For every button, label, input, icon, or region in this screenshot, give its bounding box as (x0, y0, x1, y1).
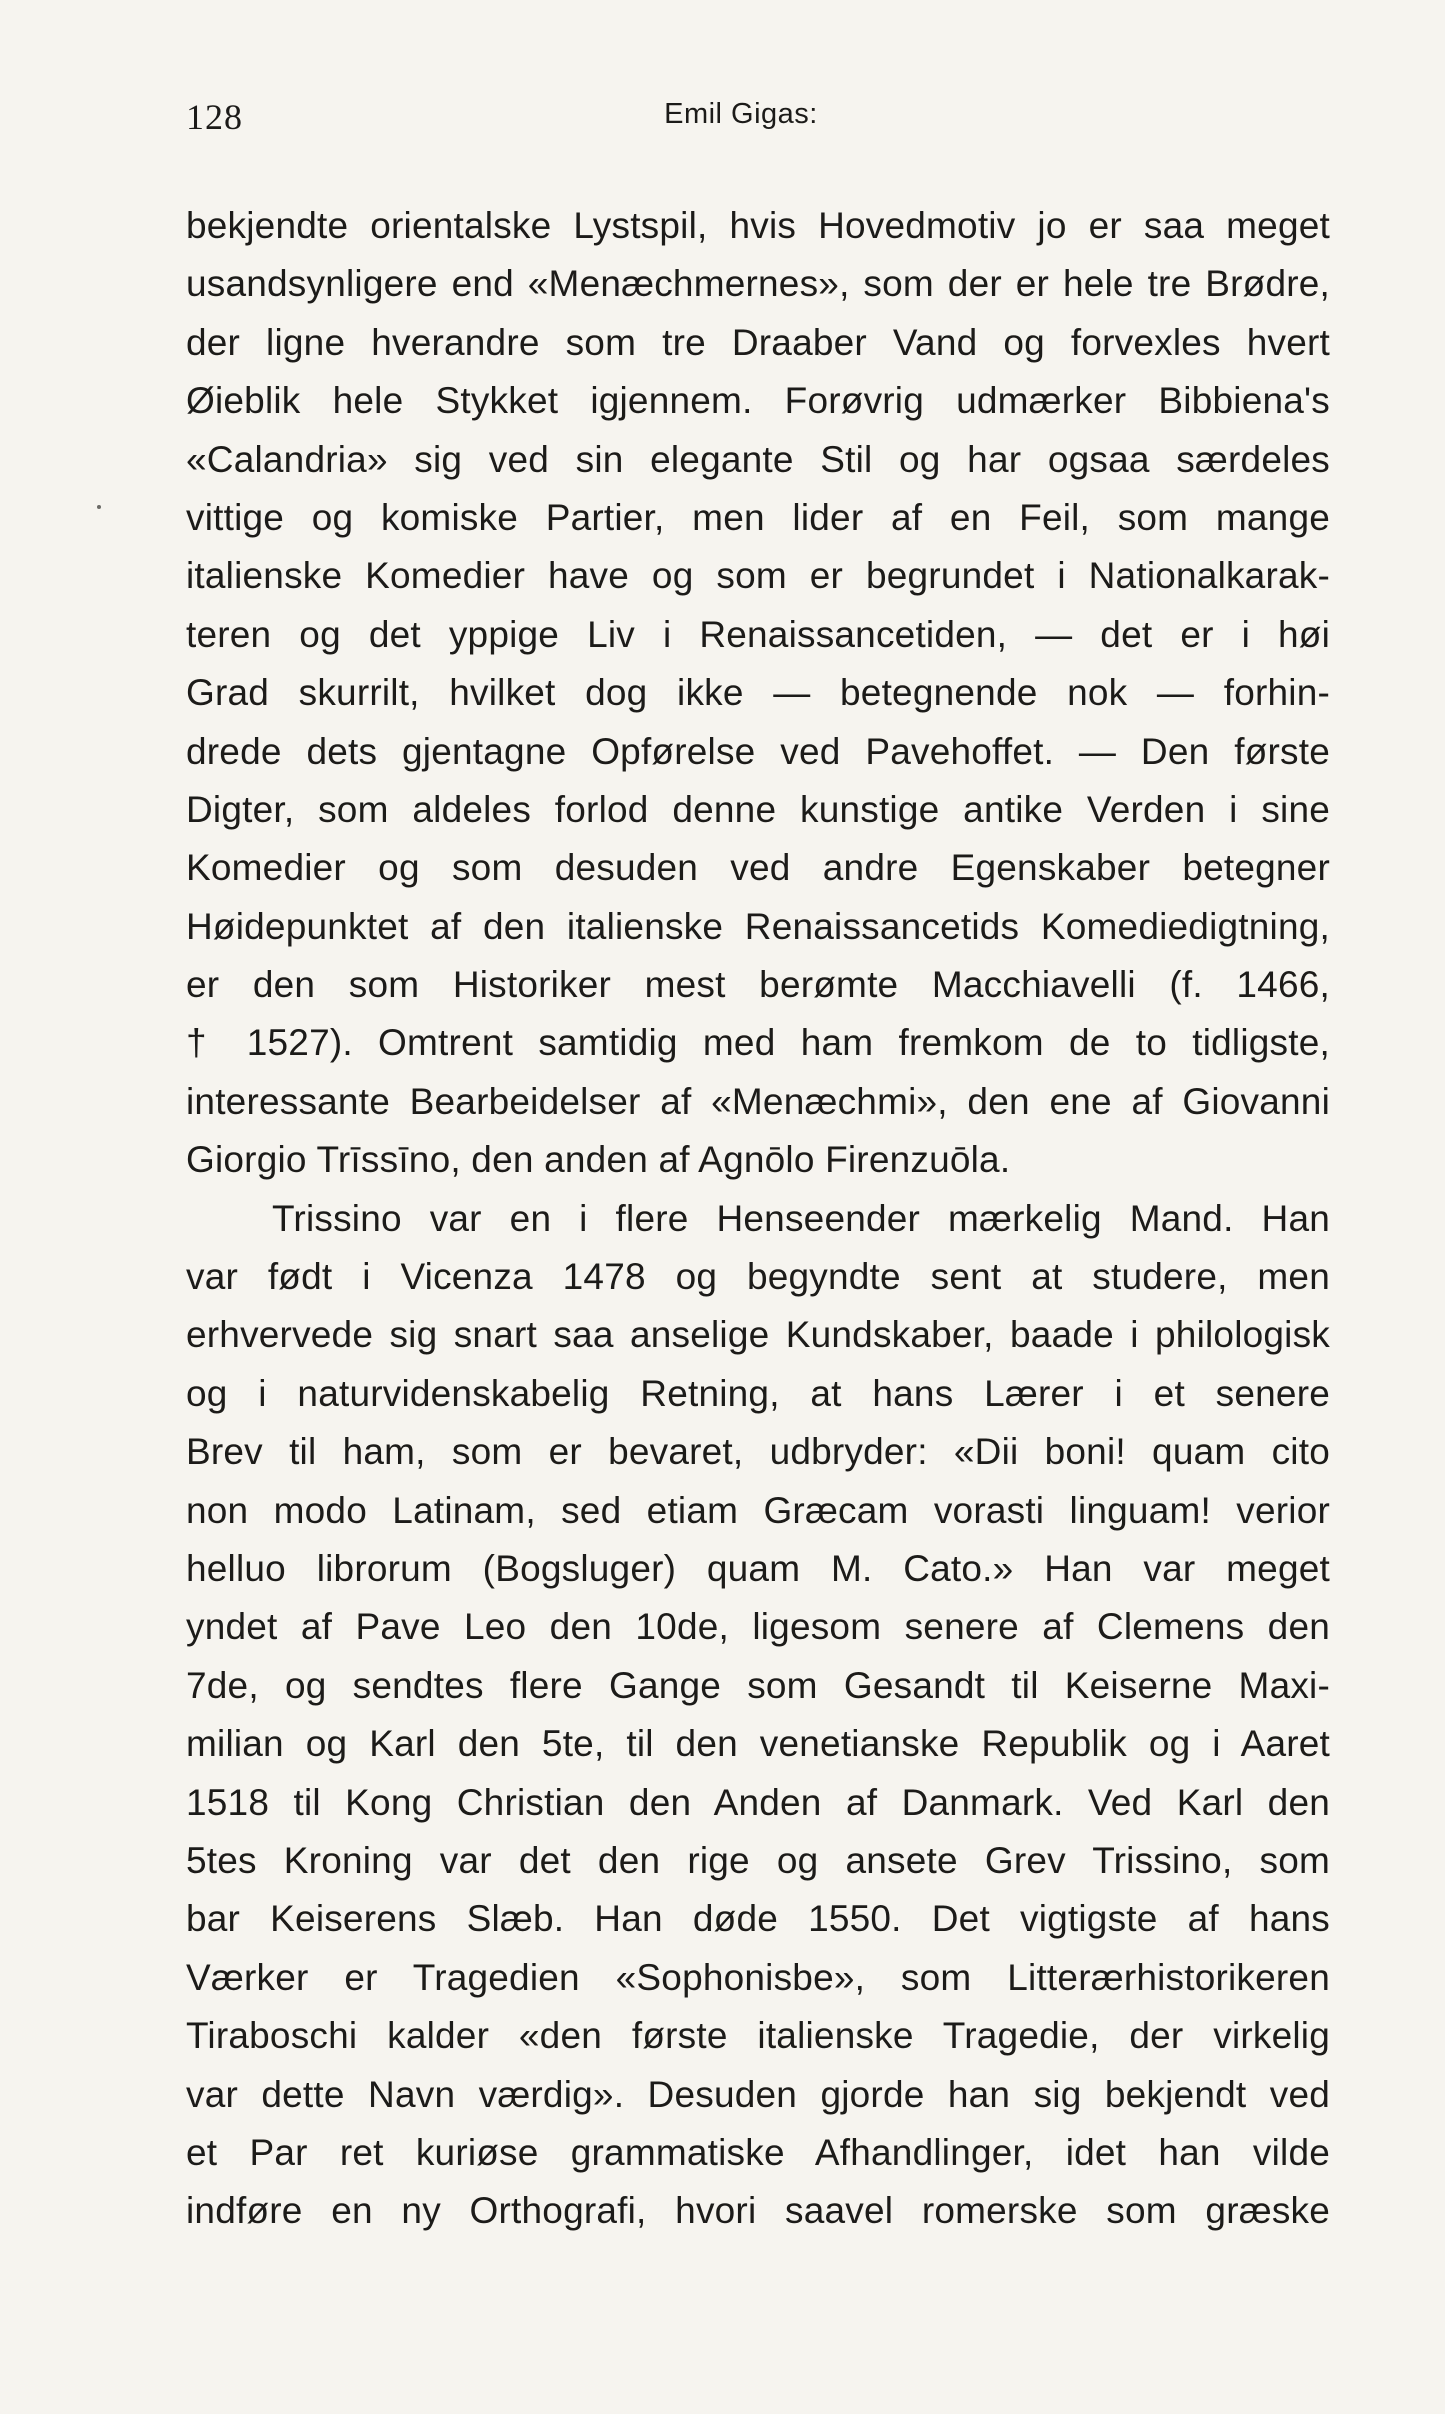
text-line: og i naturvidenskabelig Retning, at hans Lærer i et senere (186, 1372, 1330, 1414)
text-line: der ligne hverandre som tre Draaber Vand og forvexles hvert (186, 321, 1330, 363)
text-line: yndet af Pave Leo den 10de, ligesom senere af Clemens den (186, 1606, 1330, 1648)
page-header (186, 96, 1296, 146)
text-line: usandsynligere end «Menæchmernes», som der er hele tre Brødre, (186, 263, 1330, 305)
body-text (186, 197, 1330, 2241)
text-line: indføre en ny Orthografi, hvori saavel romerske som græske (186, 2190, 1330, 2232)
text-line: var født i Vicenza 1478 og begyndte sent at studere, men (186, 1256, 1330, 1298)
text-line: Giorgio Trīssīno, den anden af Agnōlo Firenzuōla. (186, 1139, 1011, 1181)
margin-mark (97, 505, 101, 509)
text-line: non modo Latinam, sed etiam Græcam vorasti linguam! verior (186, 1489, 1330, 1531)
text-line: interessante Bearbeidelser af «Menæchmi», den ene af Giovanni (186, 1080, 1330, 1122)
running-head: Emil Gigas: (664, 98, 818, 130)
text-line: Komedier og som desuden ved andre Egenskaber betegner (186, 847, 1330, 889)
text-line: Høidepunktet af den italienske Renaissancetids Komediedigtning, (186, 905, 1330, 947)
text-line: erhvervede sig snart saa anselige Kundskaber, baade i philologisk (186, 1314, 1330, 1356)
text-line: «Calandria» sig ved sin elegante Stil og har ogsaa særdeles (186, 438, 1330, 480)
text-line: Værker er Tragedien «Sophonisbe», som Litterærhistorikeren (186, 1956, 1330, 1998)
text-line: et Par ret kuriøse grammatiske Afhandlinger, idet han vilde (186, 2131, 1330, 2173)
text-line: helluo librorum (Bogsluger) quam M. Cato.» Han var meget (186, 1547, 1330, 1589)
text-line: er den som Historiker mest berømte Macchiavelli (f. 1466, (186, 964, 1330, 1006)
text-line: Trissino var en i flere Henseender mærkelig Mand. Han (272, 1197, 1330, 1239)
text-line: Grad skurrilt, hvilket dog ikke — betegnende nok — forhin- (186, 672, 1330, 714)
text-line: teren og det yppige Liv i Renaissancetiden, — det er i høi (186, 613, 1330, 655)
text-line: milian og Karl den 5te, til den venetianske Republik og i Aaret (186, 1723, 1330, 1765)
text-line: † 1527). Omtrent samtidig med ham fremkom de to tidligste, (186, 1022, 1330, 1064)
text-line: Brev til ham, som er bevaret, udbryder: «Dii boni! quam cito (186, 1431, 1330, 1473)
text-line: bekjendte orientalske Lystspil, hvis Hovedmotiv jo er saa meget (186, 205, 1330, 246)
text-line: var dette Navn værdig». Desuden gjorde han sig bekjendt ved (186, 2073, 1330, 2115)
page-number: 128 (186, 97, 243, 137)
text-line: 1518 til Kong Christian den Anden af Danmark. Ved Karl den (186, 1781, 1330, 1823)
text-line: drede dets gjentagne Opførelse ved Pavehoffet. — Den første (186, 730, 1330, 772)
text-line: 5tes Kroning var det den rige og ansete Grev Trissino, som (186, 1839, 1330, 1881)
text-line: Tiraboschi kalder «den første italienske Tragedie, der virkelig (186, 2015, 1330, 2057)
text-line: italienske Komedier have og som er begrundet i Nationalkarak- (186, 555, 1330, 597)
text-line: vittige og komiske Partier, men lider af en Feil, som mange (186, 496, 1330, 538)
text-line: Digter, som aldeles forlod denne kunstige antike Verden i sine (186, 788, 1330, 830)
text-line: Øieblik hele Stykket igjennem. Forøvrig udmærker Bibbiena's (186, 380, 1330, 422)
text-line: 7de, og sendtes flere Gange som Gesandt til Keiserne Maxi- (186, 1664, 1330, 1706)
text-line: bar Keiserens Slæb. Han døde 1550. Det vigtigste af hans (186, 1898, 1330, 1940)
